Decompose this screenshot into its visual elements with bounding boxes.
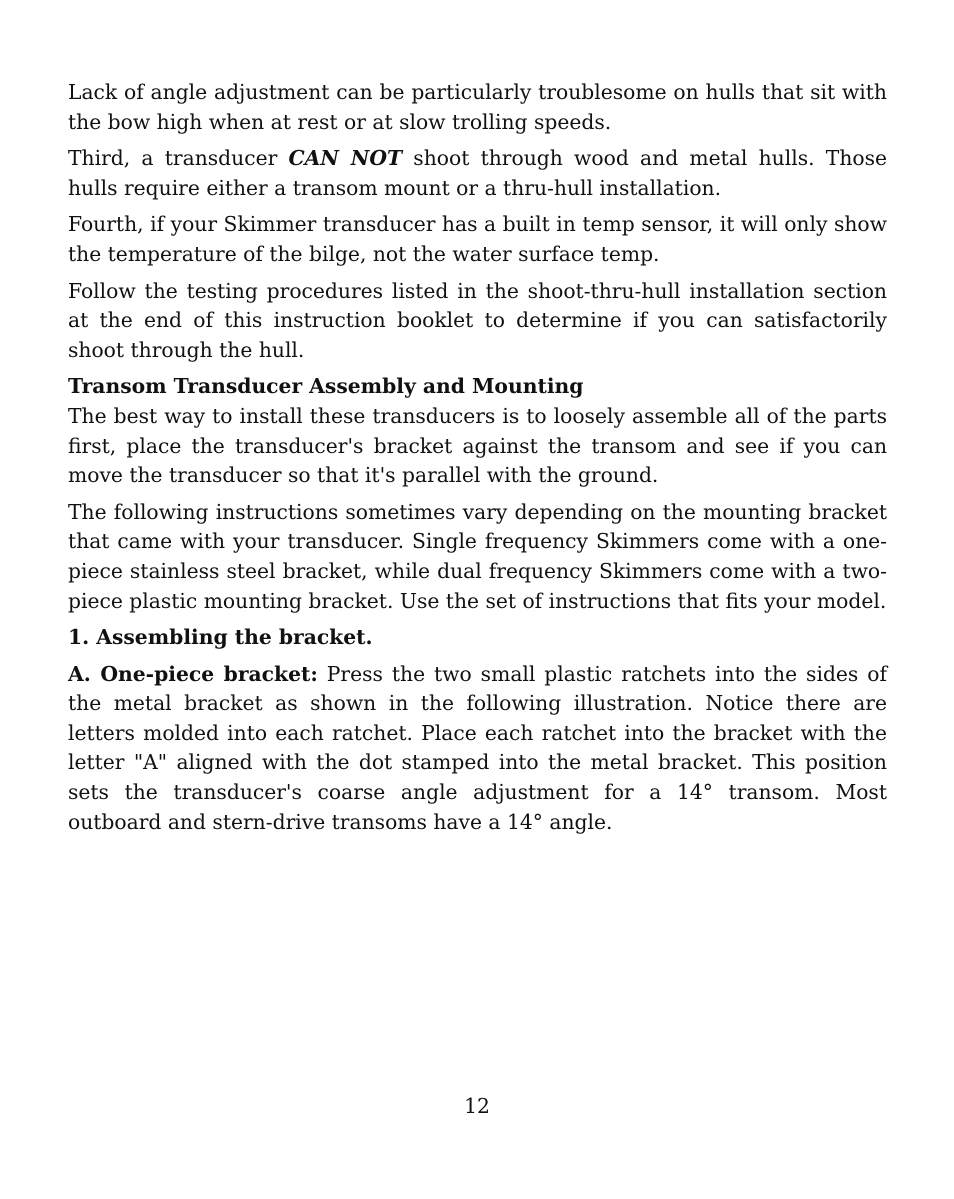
section-heading: Transom Transducer Assembly and Mounting <box>68 374 584 399</box>
emphasis-can-not: CAN NOT <box>288 146 403 171</box>
paragraph-testing-procedures: Follow the testing procedures listed in the shoot-thru-hull installation section at the end of this instruction booklet to determine if you can satisfactorily shoot through the hull. <box>68 278 887 362</box>
paragraph-angle-adjustment: Lack of angle adjustment can be particularly troublesome on hulls that sit with the bow high when at rest or at slow trolling speeds. <box>68 80 887 134</box>
paragraph-temp-sensor: Fourth, if your Skimmer transducer has a built in temp sensor, it will only show the temperature of the bilge, not the water surface temp. <box>68 212 887 266</box>
paragraph-one-piece-bracket <box>68 660 887 838</box>
paragraph-text: Third, a transducer <box>68 146 289 171</box>
paragraph-text: shoot through wood and metal hulls. Those hulls require either a transom mount or a thru-hull installation. <box>68 146 888 200</box>
manual-page-body <box>68 78 887 837</box>
paragraph-install-overview: The best way to install these transducers is to loosely assemble all of the parts first, place the transducer's bracket against the transom and see if you can move the transducer so that it's parallel with the ground. <box>68 403 887 488</box>
page-number: 12 <box>464 1094 490 1118</box>
subheading-one-piece-bracket: A. One-piece bracket: <box>68 661 318 686</box>
paragraph-text: Press the two small plastic ratchets into the sides of the metal bracket as shown in the following illustration. Notice there are letters molded into each ratchet. Place each ratchet into the bracket with the letter "A" aligned with the dot stamped into the metal bracket. This position sets the transducer's coarse angle adjustment for a 14° transom. Most outboard and stern-drive transoms have a 14° angle. <box>68 661 887 834</box>
paragraph-wood-metal-hulls <box>68 144 887 203</box>
step-heading: 1. Assembling the bracket. <box>68 625 373 650</box>
paragraph-bracket-variations: The following instructions sometimes vary depending on the mounting bracket that came with your transducer. Single frequency Skimmers come with a one-piece stainless steel bracket, while dual frequency Skimmers come with a two-piece plastic mounting bracket. Use the set of instructions that fits your model. <box>68 499 887 613</box>
